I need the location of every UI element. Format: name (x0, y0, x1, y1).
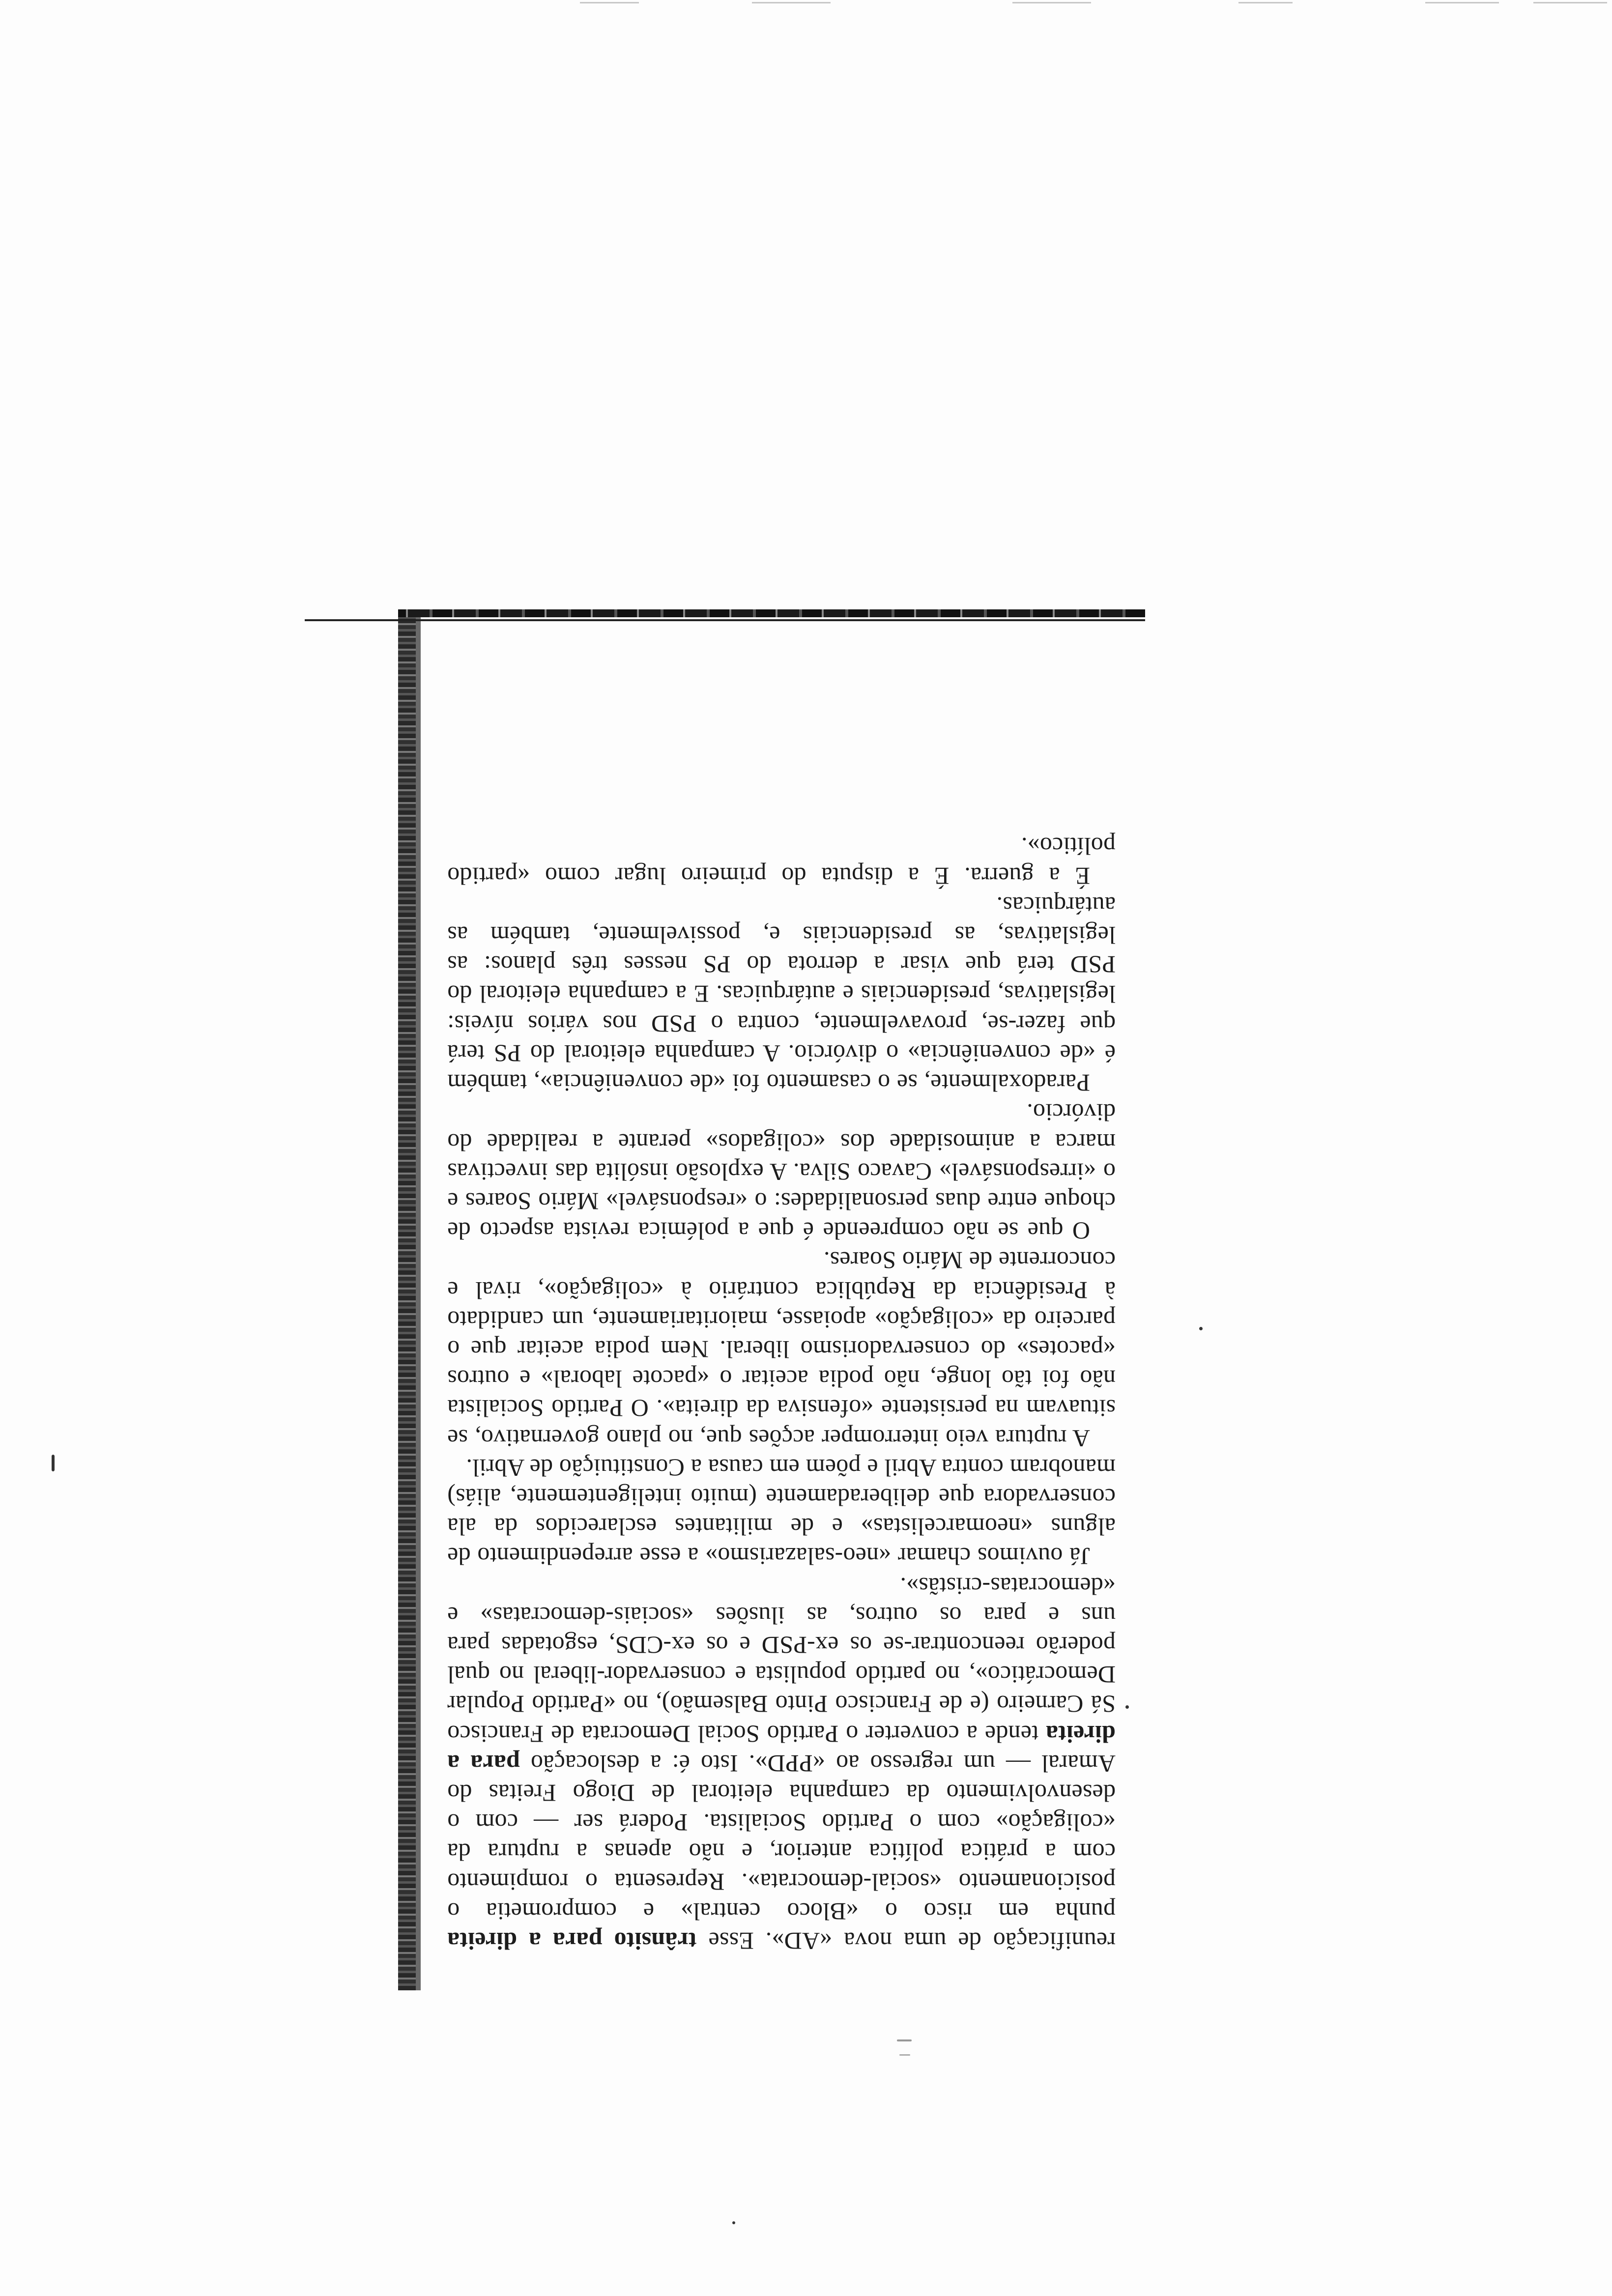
article-paragraph (447, 1571, 1116, 1956)
scan-edge-line (1425, 2, 1499, 3)
scan-speck (732, 2221, 735, 2224)
scan-speck (1199, 1327, 1203, 1330)
scan-edge-line (580, 2, 639, 3)
paragraph-bold-text: para a direita (447, 1720, 1116, 1778)
newspaper-clipping (398, 609, 1145, 1990)
article-text-column (447, 832, 1116, 1956)
clipping-cut-edge (398, 609, 416, 1990)
paragraph-text: O que se não compreende é que a polémica revista aspecto de choque entre duas personalidades: o «responsável» Mário Soares e o «irresponsável» Cavaco Silva. A explosão insólita das invectivas marca a animosidade dos «coligados» perante a realidade do divórcio. (447, 1099, 1116, 1245)
scan-edge-line (1533, 2, 1607, 3)
paragraph-text: É a guerra. É a disputa do primeiro lugar como «partido político». (447, 832, 1116, 890)
article-paragraph (447, 1246, 1116, 1453)
scan-edge-line (1012, 2, 1091, 3)
scan-speck (897, 2039, 912, 2041)
paragraph-bold-text: trânsito para a direita (447, 1927, 697, 1955)
scan-edge-line (752, 2, 831, 3)
clipping-cut-edge-shadow (416, 609, 421, 1990)
paragraph-text: tende a converter o Partido Social Democrata de Francisco Sá Carneiro (e de Francisco Pinto Balsemão), no «Partido Popular Democrático», no partido populista e conservador-liberal no qual poderão reencontrar-se os ex-PSD e os ex-CDS, esgotadas para uns e para os outros, as ilusões «sociais-democratas» e «democratas-cristãs». (447, 1572, 1116, 1748)
scan-speck (899, 2054, 910, 2056)
clipping-rule (398, 609, 1145, 617)
scan-mark (52, 1455, 55, 1471)
paragraph-text: punha em risco o «Bloco central» e comprometia o posicionamento «social-democrata». Representa o rompimento com a prática política anterior, e não apenas a ruptura da «coligação» com o Partido Socialista. Poderá ser — com o desenvolvimento da campanha eleitoral de Diogo Freitas do Amaral — um regresso ao «PPD». Isto é: a deslocação (447, 1750, 1116, 1925)
paragraph-text: reunificação de uma nova «AD». Esse (696, 1927, 1116, 1955)
paragraph-text: Paradoxalmente, se o casamento foi «de conveniência», também é «de conveniência» o divórcio. A campanha eleitoral do PS terá que fazer-se, provavelmente, contra o PSD nos vários níveis: legislativas, presidenciais e autárquicas. E a campanha eleitoral do PSD terá que visar a derrota do PS nesses três planos: as legislativas, as presidenciais e, possivelmente, também as autárquicas. (447, 891, 1116, 1097)
paragraph-text: Já ouvimos chamar «neo-salazarismo» a esse arrependimento de alguns «neomarcelistas» e de militantes esclarecidos da ala conservadora que deliberadamente (muito inteligentemente, aliás) manobram contra Abril e põem em causa a Constituição de Abril. (447, 1454, 1116, 1571)
clipping-rule-hairline (305, 619, 1145, 621)
article-paragraph (447, 832, 1116, 890)
scan-edge-line (1238, 2, 1293, 3)
article-paragraph (447, 891, 1116, 1098)
paragraph-text: A ruptura veio interromper acções que, no plano governativo, se situavam na persistente «ofensiva da direita». O Partido Socialista não foi tão longe, não podia aceitar o «pacote laboral» e outros «pacotes» do conservadorismo liberal. Nem podia aceitar que o parceiro da «coligação» apoiasse, maioritariamente, um candidato à Presidência da República contrário à «coligação», rival e concorrente de Mário Soares. (447, 1247, 1116, 1452)
article-paragraph (447, 1098, 1116, 1246)
article-paragraph (447, 1453, 1116, 1572)
